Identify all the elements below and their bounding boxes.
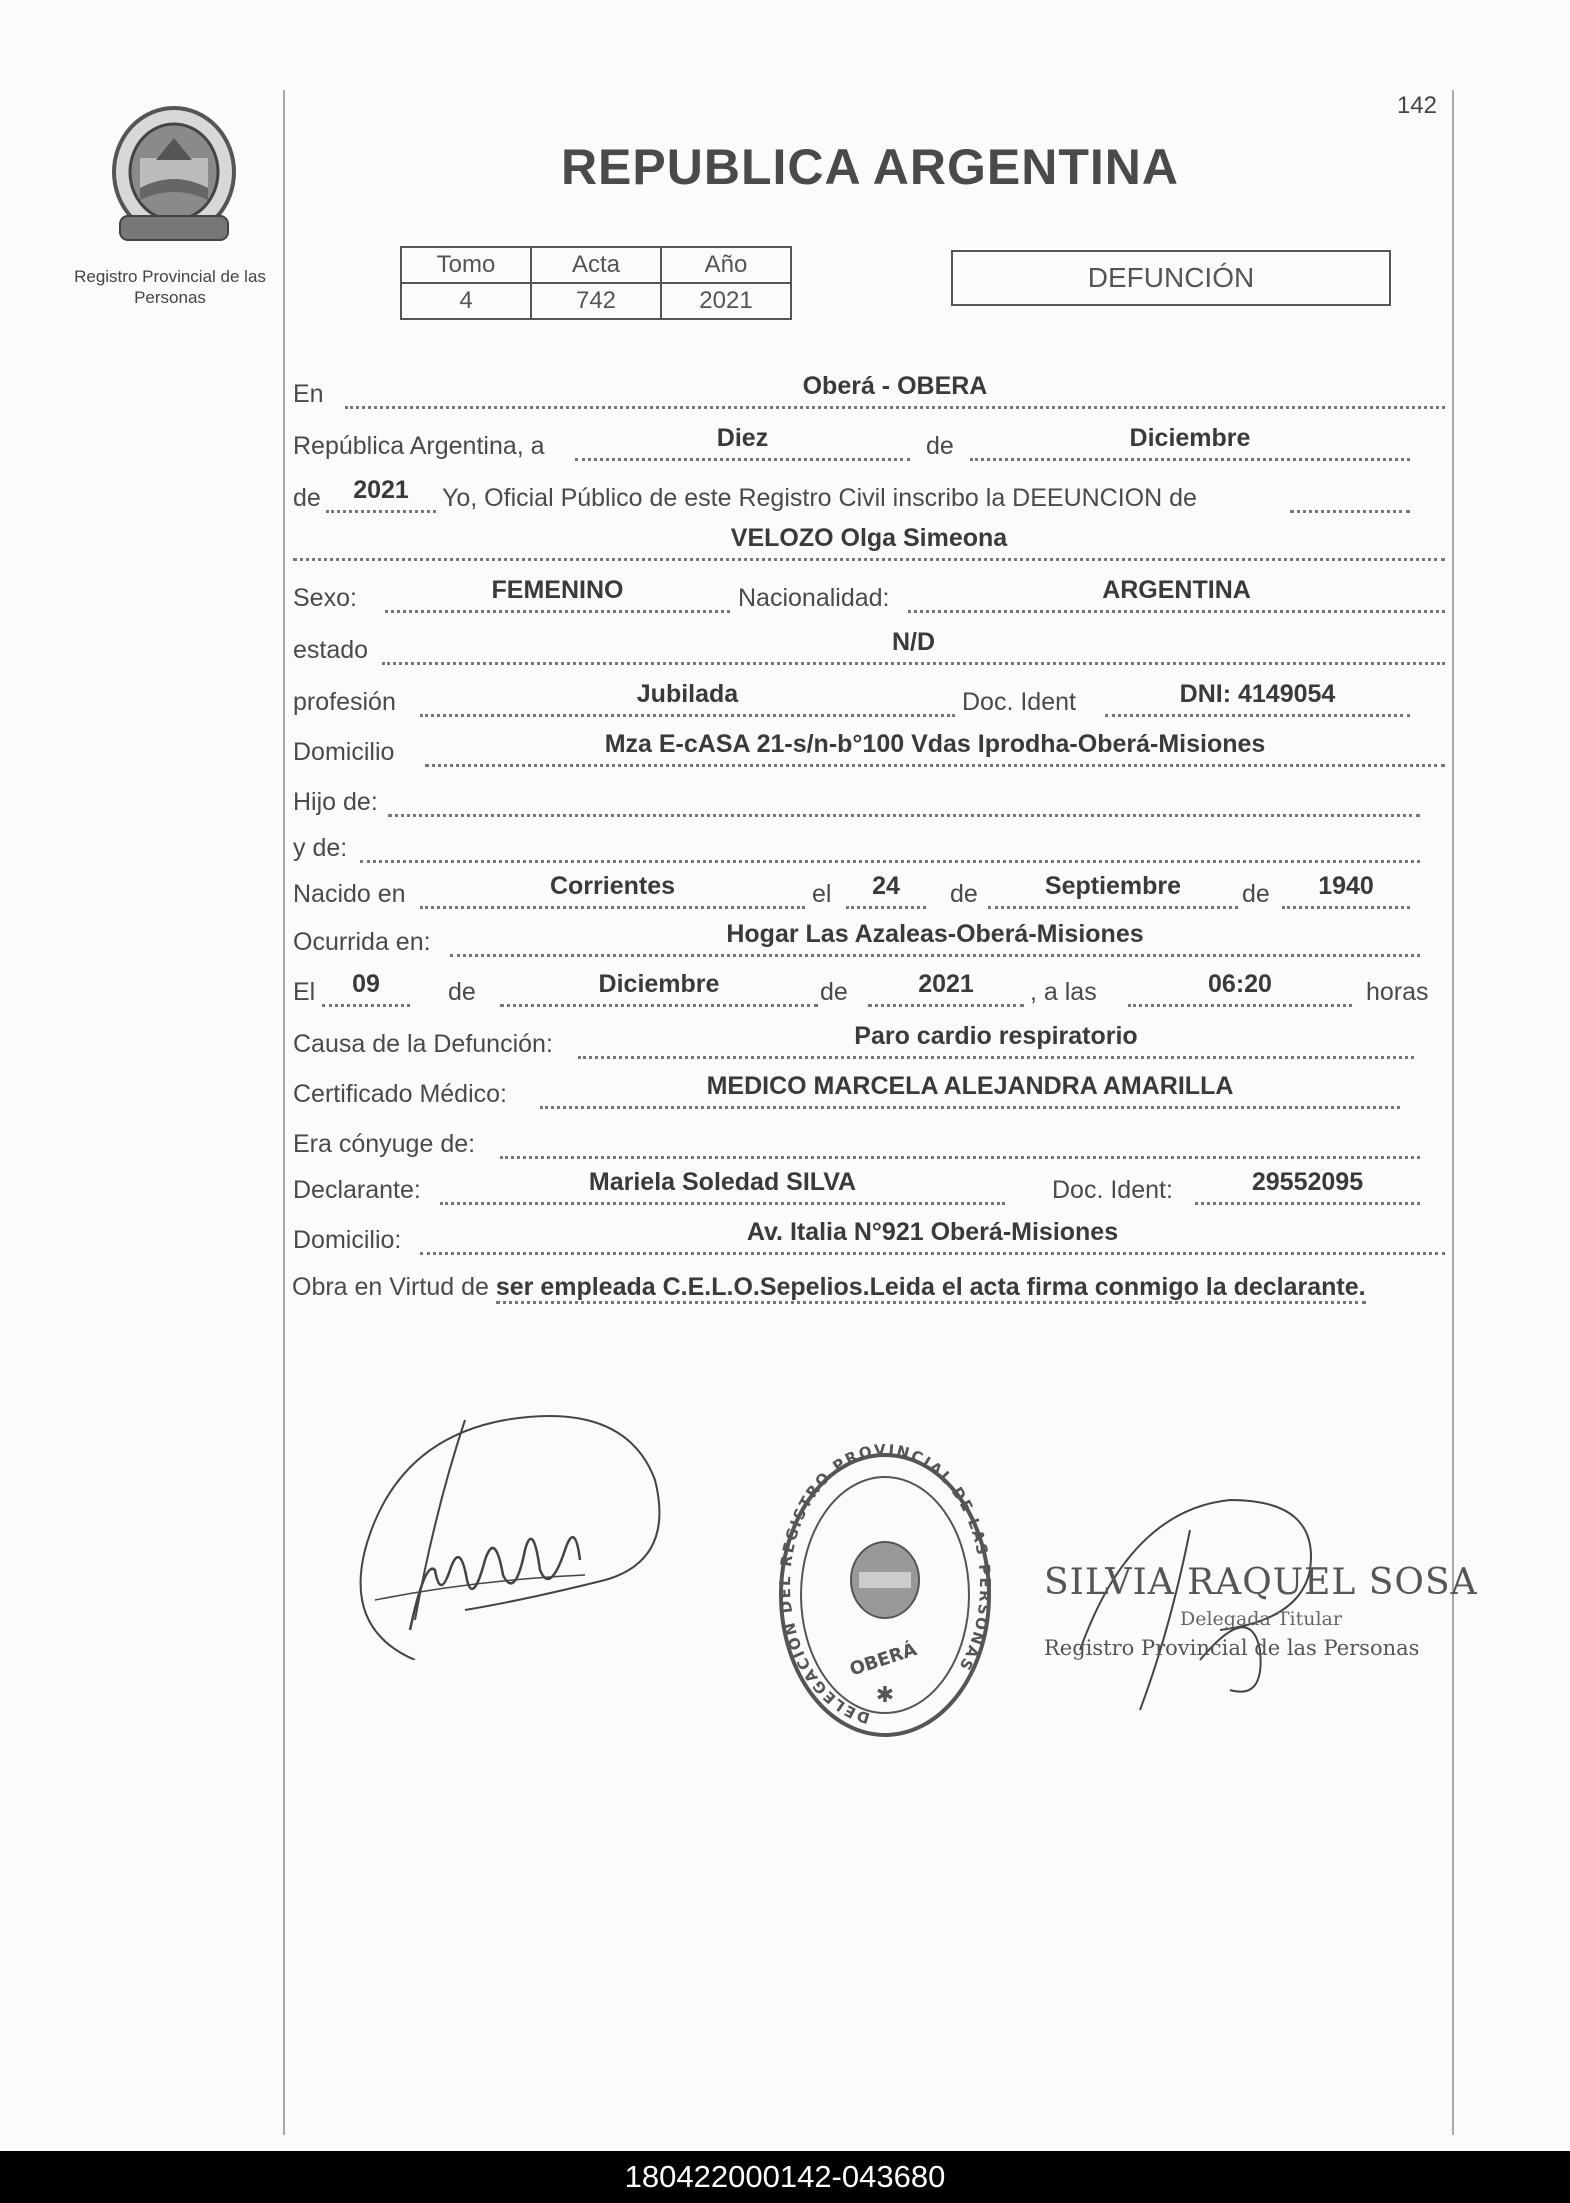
doc-ident-label: Doc. Ident:: [1052, 1176, 1173, 1204]
de-label: de: [950, 880, 978, 908]
dotted-line: [988, 906, 1238, 909]
dotted-line: [970, 458, 1410, 461]
dotted-line: [360, 860, 1420, 863]
def-anio-value: 2021: [918, 970, 974, 998]
y-de-label: y de:: [293, 834, 348, 862]
nacido-dia-value: 24: [872, 872, 900, 900]
official-signature-scribble: [1070, 1490, 1330, 1720]
domicilio2-label: Domicilio:: [293, 1226, 402, 1254]
de-label: de: [293, 484, 321, 512]
declarante-label: Declarante:: [293, 1176, 421, 1204]
lugar-value: Oberá - OBERA: [802, 372, 988, 400]
ocurrida-label: Ocurrida en:: [293, 928, 431, 956]
obra-label: Obra en Virtud de: [292, 1273, 489, 1301]
de-label: de: [926, 432, 954, 460]
row-declarante: [0, 1166, 1570, 1212]
hijo-de-label: Hijo de:: [293, 788, 378, 816]
acta-header: Acta: [531, 247, 661, 283]
document-code-bar: 180422000142-043680: [0, 2151, 1570, 2203]
logo-caption: Registro Provincial de las Personas: [74, 267, 266, 307]
ocurrida-value: Hogar Las Azaleas-Oberá-Misiones: [726, 920, 1144, 948]
doc-label: Doc. Ident: [962, 688, 1076, 716]
dotted-line: [1282, 906, 1410, 909]
svg-text:DELEGACION DEL REGISTRO PROVIN: DELEGACION DEL REGISTRO PROVINCIAL DE LAS PERSONAS: [775, 1440, 995, 1728]
dotted-line: [578, 1056, 1414, 1059]
nacionalidad-label: Nacionalidad:: [738, 584, 890, 612]
dotted-line: [1195, 1202, 1420, 1205]
dia-texto-value: Diez: [716, 424, 769, 452]
tomo-value: 4: [401, 283, 531, 319]
inscribo-text: Yo, Oficial Público de este Registro Civil inscribo la DEEUNCION de: [442, 484, 1197, 512]
de-label: de: [1242, 880, 1270, 908]
dotted-line: [293, 558, 1445, 561]
official-stamp: [775, 1440, 995, 1760]
conyuge-label: Era cónyuge de:: [293, 1130, 476, 1158]
dotted-line: [345, 406, 1445, 409]
page-title: REPUBLICA ARGENTINA: [560, 139, 1180, 195]
alas-label: , a las: [1030, 978, 1097, 1006]
certificado-label: Certificado Médico:: [293, 1080, 507, 1108]
de-label: de: [820, 978, 848, 1006]
en-label: En: [293, 380, 324, 408]
causa-label: Causa de la Defunción:: [293, 1030, 553, 1058]
row-sexo: [0, 574, 1570, 620]
el-label: el: [812, 880, 832, 908]
obra-text: ser empleada C.E.L.O.Sepelios.Leida el acta firma conmigo la declarante.: [496, 1273, 1366, 1304]
estado-value: N/D: [891, 628, 936, 656]
declarante-value: Mariela Soledad SILVA: [588, 1168, 857, 1196]
registry-table: [400, 246, 792, 320]
def-mes-value: Diciembre: [598, 970, 720, 998]
domicilio-label: Domicilio: [293, 738, 395, 766]
svg-text:OBERÁ: OBERÁ: [847, 1639, 920, 1681]
row-hijo-de: [0, 778, 1570, 824]
dotted-line: [382, 662, 1445, 665]
dotted-line: [385, 610, 730, 613]
profesion-value: Jubilada: [636, 680, 739, 708]
profesion-label: profesión: [293, 688, 396, 716]
province-seal-logo: [106, 100, 242, 250]
dotted-line: [908, 610, 1445, 613]
row-certificado: [0, 1070, 1570, 1116]
row-fecha-defuncion: [0, 968, 1570, 1014]
dotted-line: [420, 714, 955, 717]
row-estado: [0, 626, 1570, 672]
dotted-line: [575, 458, 910, 461]
dotted-line: [1105, 714, 1410, 717]
dotted-line: [1128, 1004, 1352, 1007]
fallecido-value: VELOZO Olga Simeona: [730, 524, 1008, 552]
acta-value: 742: [531, 283, 661, 319]
dotted-line: [500, 1004, 818, 1007]
row-lugar: [0, 370, 1570, 416]
dotted-line: [1290, 510, 1410, 513]
page-number: 142: [1396, 92, 1437, 119]
declarante-doc-value: 29552095: [1251, 1168, 1364, 1196]
row-fallecido: [0, 522, 1570, 568]
dotted-line: [425, 764, 1445, 767]
row-inscribo: [0, 474, 1570, 520]
dotted-line: [420, 906, 805, 909]
dotted-line: [440, 1202, 1005, 1205]
row-fecha-inscripcion: [0, 422, 1570, 468]
causa-value: Paro cardio respiratorio: [854, 1022, 1138, 1050]
row-y-de: [0, 824, 1570, 870]
dotted-line: [420, 1252, 1445, 1255]
republica-label: República Argentina, a: [293, 432, 545, 460]
record-type-box: DEFUNCIÓN: [951, 250, 1391, 306]
dotted-line: [500, 1156, 1420, 1159]
official-office: Registro Provincial de las Personas: [1044, 1636, 1420, 1660]
nacionalidad-value: ARGENTINA: [1102, 576, 1251, 604]
sexo-value: FEMENINO: [491, 576, 624, 604]
row-domicilio: [0, 728, 1570, 774]
dotted-line: [388, 814, 1420, 817]
dotted-line: [322, 1004, 410, 1007]
dotted-line: [326, 510, 436, 513]
row-conyuge: [0, 1120, 1570, 1166]
svg-text:✱: ✱: [875, 1682, 895, 1707]
tomo-header: Tomo: [401, 247, 531, 283]
nacido-anio-value: 1940: [1318, 872, 1374, 900]
doc-value: DNI: 4149054: [1179, 680, 1336, 708]
obra-paragraph: [292, 1268, 1452, 1306]
declarante-domicilio-value: Av. Italia N°921 Oberá-Misiones: [746, 1218, 1119, 1246]
dotted-line: [540, 1106, 1400, 1109]
mes-texto-value: Diciembre: [1129, 424, 1251, 452]
el-cap-label: El: [293, 978, 316, 1006]
de-label: de: [448, 978, 476, 1006]
nacido-lugar-value: Corrientes: [549, 872, 676, 900]
sexo-label: Sexo:: [293, 584, 357, 612]
estado-label: estado: [293, 636, 369, 664]
anio-header: Año: [661, 247, 791, 283]
row-ocurrida: [0, 918, 1570, 964]
anio-value: 2021: [353, 476, 409, 504]
horas-label: horas: [1366, 978, 1429, 1006]
row-nacimiento: [0, 870, 1570, 916]
row-causa: [0, 1020, 1570, 1066]
dotted-line: [846, 906, 926, 909]
row-profesion: [0, 678, 1570, 724]
nacido-label: Nacido en: [293, 880, 406, 908]
nacido-mes-value: Septiembre: [1044, 872, 1182, 900]
def-hora-value: 06:20: [1208, 970, 1272, 998]
row-declarante-domicilio: [0, 1216, 1570, 1262]
def-dia-value: 09: [352, 970, 380, 998]
anio-value: 2021: [661, 283, 791, 319]
official-role: Delegada Titular: [1180, 1608, 1342, 1630]
domicilio-value: Mza E-cASA 21-s/n-b°100 Vdas Iprodha-Oberá-Misiones: [604, 730, 1266, 758]
dotted-line: [450, 954, 1420, 957]
official-name: SILVIA RAQUEL SOSA: [1044, 1562, 1478, 1603]
dotted-line: [868, 1004, 1024, 1007]
declarante-signature: [355, 1400, 675, 1660]
certificado-value: MEDICO MARCELA ALEJANDRA AMARILLA: [706, 1072, 1234, 1100]
